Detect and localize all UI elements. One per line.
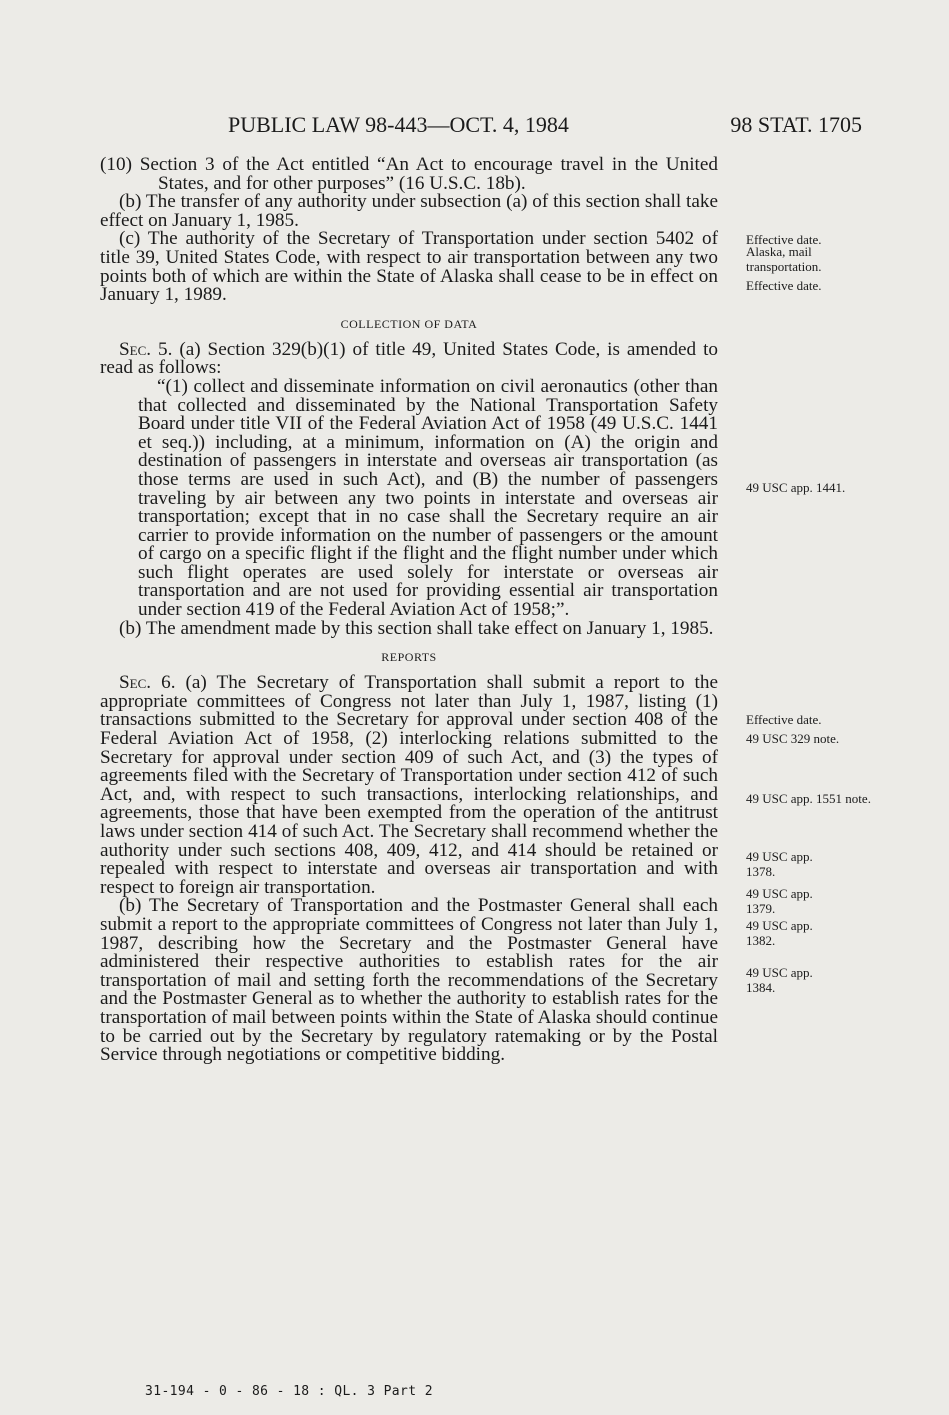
margin-note-alaska: Alaska, mail transportation.: [746, 244, 822, 274]
section-heading-reports: REPORTS: [381, 650, 437, 665]
margin-note-effective-date: Effective date.: [746, 278, 822, 293]
sec-label: Sec: [119, 672, 147, 694]
section-5-b: (b) The amendment made by this section shall take effect on January 1, 1985.: [119, 617, 714, 639]
margin-note-usc-1382: 49 USC app. 1382.: [746, 918, 813, 948]
page-title: PUBLIC LAW 98-443—OCT. 4, 1984: [228, 112, 569, 137]
paragraph-10: (10) Section 3 of the Act entitled “An Act to encourage travel in the United States, and for other purposes” (16 U.S.C. 18b).: [100, 154, 718, 194]
margin-note-usc-1378: 49 USC app. 1378.: [746, 849, 813, 879]
margin-note-usc-1441: 49 USC app. 1441.: [746, 480, 846, 495]
section-5-text: . 5. (a) Section 329(b)(1) of title 49, United States Code, is amended to read as follows:: [100, 338, 718, 379]
quoted-amendment: “(1) collect and disseminate information on civil aeronautics (other than that collected and disseminated by the National Transportation Safety Board under title VII of the Federal Aviation Act of 1958 (49 U.S.C. 1441 et seq.)) including, at a minimum, information on (A) the origin and destination of passengers in interstate and overseas air transportation (as those terms are used in such Act), and (B) the number of passengers traveling by air between any two points in interstate and overseas air transportation; except that in no case shall the Secretary require an air carrier to provide information on the number of passengers or the amount of cargo on a specific flight if the flight and the flight number under which such flight operates are used solely for interstate or overseas air transportation and are not used for providing essential air transportation under section 419 of the Federal Aviation Act of 1958;”.: [138, 375, 718, 621]
section-5-intro: [100, 338, 718, 379]
sec-label: Sec: [119, 338, 147, 360]
page-header: [100, 112, 862, 142]
margin-note-usc-1379: 49 USC app. 1379.: [746, 886, 813, 916]
margin-note-effective-date: Effective date.: [746, 232, 822, 247]
margin-note-effective-date: Effective date.: [746, 712, 822, 727]
body-text: [100, 156, 718, 1065]
paragraph-c-authority: (c) The authority of the Secretary of Transportation under section 5402 of title 39, United States Code, with respect to air transportation between any two points both of which are within the State of Alaska shall cease to be in effect on January 1, 1989.: [100, 228, 718, 306]
statute-page-number: 98 STAT. 1705: [730, 112, 862, 137]
section-6-b: (b) The Secretary of Transportation and the Postmaster General shall each submit a report to the appropriate committees of Congress not later than July 1, 1987, describing how the Secretary and the Postmaster General have administered their respective authorities to establish rates for the air transportation of mail and setting forth the recommendations of the Secretary and the Postmaster General as to whether the authority to establish rates for the transportation of mail between points within the State of Alaska should continue to be carried out by the Secretary by regulatory ratemaking or by the Postal Service through negotiations or competitive bidding.: [100, 895, 718, 1066]
margin-note-usc-329: 49 USC 329 note.: [746, 731, 840, 746]
section-6-text: . 6. (a) The Secretary of Transportation shall submit a report to the appropriate committees of Congress not later than July 1, 1987, listing (1) transactions submitted to the Secretary for approval under section 408 of the Federal Aviation Act of 1958, (2) interlocking relations submitted to the Secretary for approval under section 409 of such Act, and (3) the types of agreements filed with the Secretary of Transportation under section 412 of such Act, and, with respect to such transactions, interlocking relationships, and agreements, those that have been exempted from the operation of the antitrust laws under section 414 of such Act. The Secretary shall recommend whether the authority under such sections 408, 409, 412, and 414 should be retained or repealed with respect to interstate and overseas air transportation and with respect to foreign air transportation.: [100, 672, 718, 898]
margin-note-usc-1551: 49 USC app. 1551 note.: [746, 791, 871, 806]
paragraph-b-transfer: (b) The transfer of any authority under subsection (a) of this section shall take effect on January 1, 1985.: [100, 191, 718, 231]
margin-note-usc-1384: 49 USC app. 1384.: [746, 965, 813, 995]
print-footer: 31-194 - 0 - 86 - 18 : QL. 3 Part 2: [145, 1384, 433, 1399]
section-heading-collection: COLLECTION OF DATA: [340, 316, 478, 331]
section-6-a: [100, 674, 718, 897]
